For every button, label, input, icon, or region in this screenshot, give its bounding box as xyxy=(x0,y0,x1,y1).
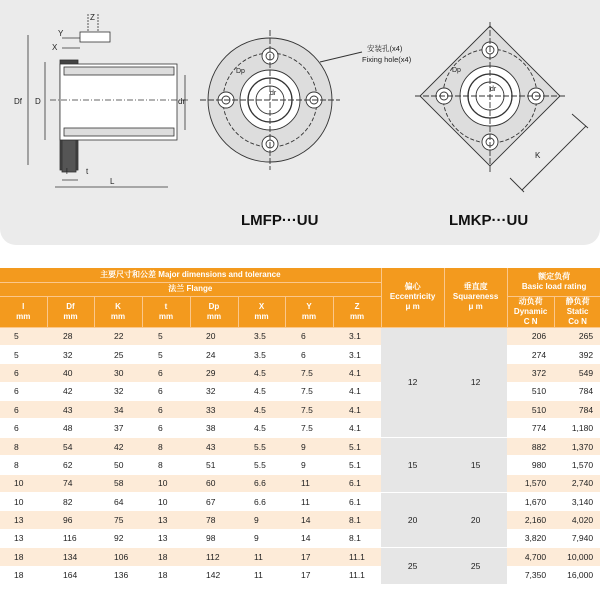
lmkp-dr-label: dr xyxy=(490,86,497,93)
table-header xyxy=(0,268,600,327)
cell-df: 96 xyxy=(47,511,94,529)
cell-l: 18 xyxy=(0,566,47,584)
cell-k: 75 xyxy=(94,511,142,529)
lmfp-dp-label: Dp xyxy=(236,68,245,75)
cell-l: 6 xyxy=(0,382,47,400)
column-header-k: K mm xyxy=(94,296,142,327)
cell-l: 8 xyxy=(0,437,47,455)
squareness-cell: 12 xyxy=(444,327,507,437)
cell-static-load: 549 xyxy=(554,364,600,382)
table-row xyxy=(0,401,600,419)
cell-dp: 60 xyxy=(190,474,238,492)
cell-df: 164 xyxy=(47,566,94,584)
table-row xyxy=(0,566,600,584)
cell-df: 74 xyxy=(47,474,94,492)
cell-y: 9 xyxy=(285,437,333,455)
cell-x: 3.5 xyxy=(238,345,285,363)
load-rating-header: 额定负荷 Basic load rating xyxy=(507,268,600,296)
cell-k: 136 xyxy=(94,566,142,584)
cell-z: 6.1 xyxy=(333,493,381,511)
table-row xyxy=(0,364,600,382)
dimension-table xyxy=(0,268,600,585)
cell-static-load: 10,000 xyxy=(554,548,600,566)
column-header-l: l mm xyxy=(0,296,47,327)
cell-dynamic-load: 774 xyxy=(507,419,554,437)
cell-t: 5 xyxy=(142,327,190,345)
cell-y: 7.5 xyxy=(285,419,333,437)
flange-lower xyxy=(62,140,76,172)
technical-drawing xyxy=(0,0,600,245)
cell-t: 6 xyxy=(142,382,190,400)
cell-t: 10 xyxy=(142,474,190,492)
table-row xyxy=(0,419,600,437)
lmkp-k-ext-2 xyxy=(572,114,588,128)
cell-x: 11 xyxy=(238,548,285,566)
cell-x: 5.5 xyxy=(238,456,285,474)
cell-z: 8.1 xyxy=(333,529,381,547)
cell-dp: 142 xyxy=(190,566,238,584)
squareness-header: 垂直度 Squareness μ m xyxy=(444,268,507,327)
cell-static-load: 1,370 xyxy=(554,437,600,455)
cell-l: 6 xyxy=(0,401,47,419)
cell-l: 8 xyxy=(0,456,47,474)
cell-z: 5.1 xyxy=(333,437,381,455)
cell-x: 9 xyxy=(238,529,285,547)
cell-x: 3.5 xyxy=(238,327,285,345)
cell-y: 14 xyxy=(285,511,333,529)
cell-dp: 20 xyxy=(190,327,238,345)
cell-x: 5.5 xyxy=(238,437,285,455)
cell-dp: 32 xyxy=(190,382,238,400)
lmkp-k-label: K xyxy=(535,151,541,160)
cell-static-load: 784 xyxy=(554,401,600,419)
cell-z: 11.1 xyxy=(333,548,381,566)
cell-y: 7.5 xyxy=(285,364,333,382)
cell-l: 6 xyxy=(0,419,47,437)
cell-t: 6 xyxy=(142,401,190,419)
cell-df: 28 xyxy=(47,327,94,345)
cell-t: 5 xyxy=(142,345,190,363)
cell-df: 134 xyxy=(47,548,94,566)
squareness-cell: 25 xyxy=(444,548,507,585)
label-df: Df xyxy=(14,97,22,106)
cell-k: 42 xyxy=(94,437,142,455)
cell-dynamic-load: 7,350 xyxy=(507,566,554,584)
cell-t: 18 xyxy=(142,548,190,566)
cell-dp: 78 xyxy=(190,511,238,529)
column-header-y: Y mm xyxy=(285,296,333,327)
cell-z: 8.1 xyxy=(333,511,381,529)
cell-static-load: 392 xyxy=(554,345,600,363)
label-t: t xyxy=(86,167,89,176)
cell-z: 4.1 xyxy=(333,401,381,419)
cell-df: 62 xyxy=(47,456,94,474)
cell-k: 50 xyxy=(94,456,142,474)
cell-dp: 98 xyxy=(190,529,238,547)
cell-dp: 67 xyxy=(190,493,238,511)
table-row xyxy=(0,529,600,547)
cell-static-load: 784 xyxy=(554,382,600,400)
lmkp-k-ext-1 xyxy=(510,178,524,192)
cell-dynamic-load: 3,820 xyxy=(507,529,554,547)
flange-header: 法兰 Flange xyxy=(0,282,381,296)
cell-k: 58 xyxy=(94,474,142,492)
ball-track-bottom xyxy=(64,128,174,136)
cell-dynamic-load: 882 xyxy=(507,437,554,455)
cell-dynamic-load: 2,160 xyxy=(507,511,554,529)
cell-dp: 43 xyxy=(190,437,238,455)
cell-dynamic-load: 980 xyxy=(507,456,554,474)
cell-static-load: 1,570 xyxy=(554,456,600,474)
cell-x: 4.5 xyxy=(238,382,285,400)
fixing-hole-en: Fixing hole(x4) xyxy=(362,55,412,64)
cell-t: 10 xyxy=(142,493,190,511)
cell-k: 34 xyxy=(94,401,142,419)
cell-dp: 24 xyxy=(190,345,238,363)
cell-t: 13 xyxy=(142,511,190,529)
cell-static-load: 1,180 xyxy=(554,419,600,437)
cell-z: 4.1 xyxy=(333,419,381,437)
cell-dp: 33 xyxy=(190,401,238,419)
table-row xyxy=(0,456,600,474)
cell-k: 32 xyxy=(94,382,142,400)
cell-z: 3.1 xyxy=(333,345,381,363)
major-dimensions-header: 主要尺寸和公差 Major dimensions and tolerance xyxy=(0,268,381,282)
cell-t: 13 xyxy=(142,529,190,547)
cell-l: 13 xyxy=(0,529,47,547)
cell-l: 10 xyxy=(0,474,47,492)
cell-t: 8 xyxy=(142,437,190,455)
cell-df: 48 xyxy=(47,419,94,437)
label-z: Z xyxy=(90,13,95,22)
cell-y: 11 xyxy=(285,493,333,511)
cell-dynamic-load: 274 xyxy=(507,345,554,363)
cell-static-load: 7,940 xyxy=(554,529,600,547)
cell-k: 92 xyxy=(94,529,142,547)
table-row xyxy=(0,345,600,363)
cell-df: 43 xyxy=(47,401,94,419)
cell-df: 42 xyxy=(47,382,94,400)
cell-k: 106 xyxy=(94,548,142,566)
table-row xyxy=(0,548,600,566)
lmkp-view xyxy=(415,22,588,192)
cell-k: 30 xyxy=(94,364,142,382)
lmfp-view xyxy=(200,30,362,170)
eccentricity-cell: 20 xyxy=(381,493,444,548)
cell-z: 4.1 xyxy=(333,382,381,400)
column-header-t: t mm xyxy=(142,296,190,327)
table-row xyxy=(0,493,600,511)
column-header-x: X mm xyxy=(238,296,285,327)
cell-l: 18 xyxy=(0,548,47,566)
cell-t: 8 xyxy=(142,456,190,474)
cell-dynamic-load: 510 xyxy=(507,401,554,419)
cell-l: 5 xyxy=(0,327,47,345)
cell-z: 6.1 xyxy=(333,474,381,492)
cell-l: 5 xyxy=(0,345,47,363)
cell-t: 6 xyxy=(142,364,190,382)
cell-dynamic-load: 206 xyxy=(507,327,554,345)
cell-k: 22 xyxy=(94,327,142,345)
column-header-dp: Dp mm xyxy=(190,296,238,327)
cell-y: 11 xyxy=(285,474,333,492)
ball-track-top xyxy=(64,67,174,75)
cell-y: 7.5 xyxy=(285,382,333,400)
label-y: Y xyxy=(58,29,64,38)
table-row xyxy=(0,474,600,492)
table-row xyxy=(0,511,600,529)
cell-df: 40 xyxy=(47,364,94,382)
cell-x: 4.5 xyxy=(238,401,285,419)
squareness-cell: 20 xyxy=(444,493,507,548)
technical-drawing-panel xyxy=(0,0,600,245)
cell-y: 6 xyxy=(285,345,333,363)
cell-x: 4.5 xyxy=(238,364,285,382)
table-row xyxy=(0,437,600,455)
cell-x: 6.6 xyxy=(238,474,285,492)
table-body xyxy=(0,327,600,584)
label-l-small: l xyxy=(66,167,68,176)
cell-l: 13 xyxy=(0,511,47,529)
cell-dp: 112 xyxy=(190,548,238,566)
cell-dp: 51 xyxy=(190,456,238,474)
label-x: X xyxy=(52,43,58,52)
cell-df: 82 xyxy=(47,493,94,511)
cell-z: 11.1 xyxy=(333,566,381,584)
table-row xyxy=(0,382,600,400)
column-header-z: Z mm xyxy=(333,296,381,327)
cell-z: 3.1 xyxy=(333,327,381,345)
cell-dp: 29 xyxy=(190,364,238,382)
flange-top-block xyxy=(80,32,110,42)
eccentricity-header: 偏心 Eccentricity μ m xyxy=(381,268,444,327)
cell-k: 64 xyxy=(94,493,142,511)
squareness-cell: 15 xyxy=(444,437,507,492)
fixing-hole-cn: 安装孔(x4) xyxy=(367,44,403,53)
cell-dynamic-load: 1,570 xyxy=(507,474,554,492)
dynamic-load-header: 动负荷 Dynamic C N xyxy=(507,296,554,327)
eccentricity-cell: 25 xyxy=(381,548,444,585)
cell-y: 17 xyxy=(285,566,333,584)
cell-t: 18 xyxy=(142,566,190,584)
cell-l: 6 xyxy=(0,364,47,382)
cell-x: 4.5 xyxy=(238,419,285,437)
cell-z: 4.1 xyxy=(333,364,381,382)
cell-z: 5.1 xyxy=(333,456,381,474)
cell-df: 32 xyxy=(47,345,94,363)
cell-k: 37 xyxy=(94,419,142,437)
cell-t: 6 xyxy=(142,419,190,437)
cell-dynamic-load: 1,670 xyxy=(507,493,554,511)
cell-df: 116 xyxy=(47,529,94,547)
cell-static-load: 16,000 xyxy=(554,566,600,584)
table-row xyxy=(0,327,600,345)
cell-static-load: 4,020 xyxy=(554,511,600,529)
cell-static-load: 265 xyxy=(554,327,600,345)
cell-x: 9 xyxy=(238,511,285,529)
cell-y: 17 xyxy=(285,548,333,566)
cell-dp: 38 xyxy=(190,419,238,437)
cell-y: 9 xyxy=(285,456,333,474)
cell-dynamic-load: 4,700 xyxy=(507,548,554,566)
cell-x: 6.6 xyxy=(238,493,285,511)
column-header-row xyxy=(0,296,600,327)
cell-x: 11 xyxy=(238,566,285,584)
cell-dynamic-load: 510 xyxy=(507,382,554,400)
cell-y: 14 xyxy=(285,529,333,547)
lmfp-title: LMFP···UU xyxy=(241,212,319,229)
lmkp-k-dim-line xyxy=(522,126,586,190)
cell-y: 6 xyxy=(285,327,333,345)
cell-df: 54 xyxy=(47,437,94,455)
cell-dynamic-load: 372 xyxy=(507,364,554,382)
lmfp-dr-label: dr xyxy=(270,90,277,97)
section-view xyxy=(28,14,190,187)
static-load-header: 静负荷 Static Co N xyxy=(554,296,600,327)
cell-l: 10 xyxy=(0,493,47,511)
cell-y: 7.5 xyxy=(285,401,333,419)
cell-k: 25 xyxy=(94,345,142,363)
lmfp-leader-line xyxy=(320,52,362,62)
label-dr: dr xyxy=(178,97,186,106)
cell-static-load: 2,740 xyxy=(554,474,600,492)
column-header-df: Df mm xyxy=(47,296,94,327)
lmkp-dp-label: Dp xyxy=(452,67,461,74)
label-d: D xyxy=(35,97,41,106)
lmkp-title: LMKP···UU xyxy=(449,212,529,229)
eccentricity-cell: 15 xyxy=(381,437,444,492)
eccentricity-cell: 12 xyxy=(381,327,444,437)
label-L: L xyxy=(110,177,115,186)
cell-static-load: 3,140 xyxy=(554,493,600,511)
